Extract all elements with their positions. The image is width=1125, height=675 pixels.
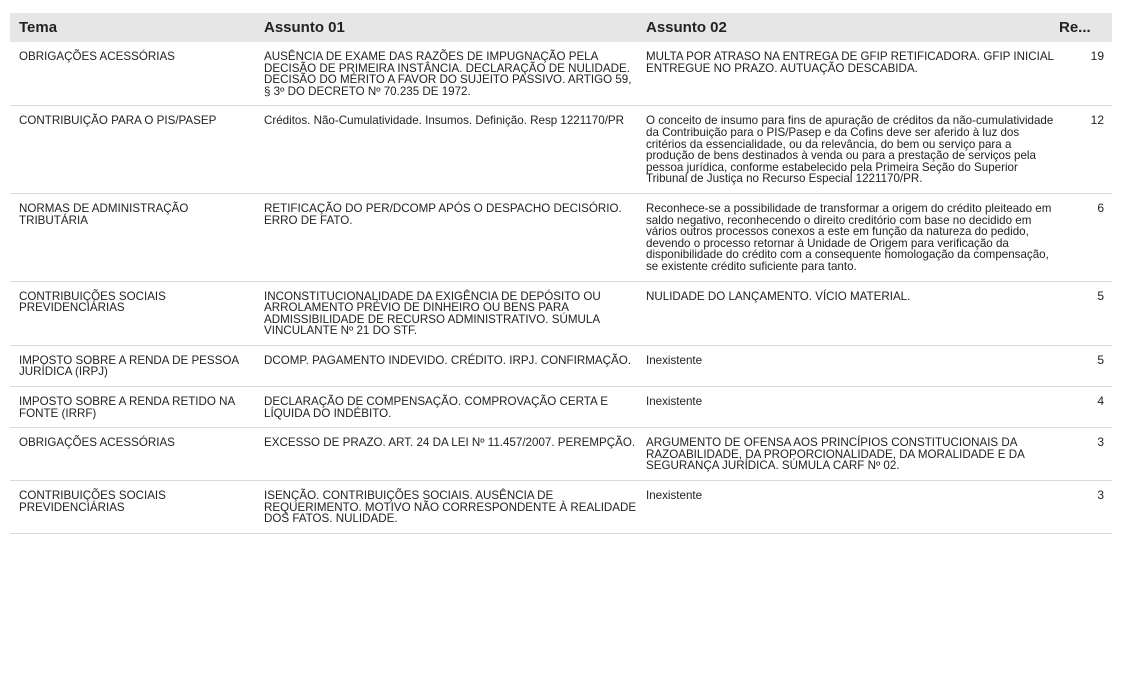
- header-row: [10, 13, 1112, 42]
- column-header-tema[interactable]: Tema: [19, 19, 58, 36]
- data-table-container: [10, 13, 1112, 534]
- cell-tema: OBRIGAÇÕES ACESSÓRIAS: [10, 428, 255, 481]
- cell-assunto-01: DECLARAÇÃO DE COMPENSAÇÃO. COMPROVAÇÃO CERTA E LÍQUIDA DO INDÉBITO.: [255, 387, 637, 428]
- cell-count: 5: [1055, 281, 1112, 345]
- cell-count: 5: [1055, 345, 1112, 386]
- table-row: [10, 428, 1112, 481]
- cell-count: 3: [1055, 428, 1112, 481]
- cell-tema: IMPOSTO SOBRE A RENDA RETIDO NA FONTE (IRRF): [10, 387, 255, 428]
- data-table: [10, 13, 1112, 534]
- cell-assunto-02: MULTA POR ATRASO NA ENTREGA DE GFIP RETIFICADORA. GFIP INICIAL ENTREGUE NO PRAZO. AUTUAÇÃO DESCABIDA.: [637, 42, 1055, 106]
- cell-assunto-01: ISENÇÃO. CONTRIBUIÇÕES SOCIAIS. AUSÊNCIA DE REQUERIMENTO. MOTIVO NÃO CORRESPONDENTE À REALIDADE DOS FATOS. NULIDADE.: [255, 481, 637, 534]
- cell-tema: IMPOSTO SOBRE A RENDA DE PESSOA JURÍDICA (IRPJ): [10, 345, 255, 386]
- table-row: [10, 42, 1112, 106]
- cell-count: 19: [1055, 42, 1112, 106]
- cell-tema: CONTRIBUIÇÕES SOCIAIS PREVIDENCIÁRIAS: [10, 281, 255, 345]
- cell-assunto-01: AUSÊNCIA DE EXAME DAS RAZÕES DE IMPUGNAÇÃO PELA DECISÃO DE PRIMEIRA INSTÂNCIA. DECLARAÇÃO DE NULIDADE. DECISÃO DO MÉRITO A FAVOR DO SUJEITO PASSIVO. ARTIGO 59, § 3º DO DECRETO Nº 70.235 DE 1972.: [255, 42, 637, 106]
- cell-count: 12: [1055, 106, 1112, 194]
- column-header-assunto-02[interactable]: Assunto 02: [646, 19, 727, 36]
- cell-assunto-02: ARGUMENTO DE OFENSA AOS PRINCÍPIOS CONSTITUCIONAIS DA RAZOABILIDADE, DA PROPORCIONALIDADE, DA MORALIDADE E DA SEGURANÇA JURÍDICA. SÚMULA CARF Nº 02.: [637, 428, 1055, 481]
- cell-assunto-02: Reconhece-se a possibilidade de transformar a origem do crédito pleiteado em saldo negativo, reconhecendo o direito creditório com base no decidido em vários outros processos conexos a este em função da natureza do pedido, devendo o processo retornar à Unidade de Origem para verificação da disponibilidade do crédito com a consequente homologação da compensação, se existente crédito suficiente para tanto.: [637, 193, 1055, 281]
- cell-assunto-02: Inexistente: [637, 481, 1055, 534]
- cell-tema: OBRIGAÇÕES ACESSÓRIAS: [10, 42, 255, 106]
- cell-assunto-02: O conceito de insumo para fins de apuração de créditos da não-cumulatividade da Contribuição para o PIS/Pasep e da Cofins deve ser aferido à luz dos critérios da essencialidade, ou da relevância, do bem ou serviço para a produção de bens destinados à venda ou para a prestação de serviços pela pessoa jurídica, conforme estabelecido pela Primeira Seção do Superior Tribunal de Justiça no Recurso Especial 1221170/PR.: [637, 106, 1055, 194]
- cell-assunto-01: INCONSTITUCIONALIDADE DA EXIGÊNCIA DE DEPÓSITO OU ARROLAMENTO PRÉVIO DE DINHEIRO OU BENS PARA ADMISSIBILIDADE DE RECURSO ADMINISTRATIVO. SÚMULA VINCULANTE Nº 21 DO STF.: [255, 281, 637, 345]
- cell-assunto-02: Inexistente: [637, 387, 1055, 428]
- cell-count: 4: [1055, 387, 1112, 428]
- cell-assunto-01: DCOMP. PAGAMENTO INDEVIDO. CRÉDITO. IRPJ. CONFIRMAÇÃO.: [255, 345, 637, 386]
- table-row: [10, 193, 1112, 281]
- cell-count: 6: [1055, 193, 1112, 281]
- cell-tema: NORMAS DE ADMINISTRAÇÃO TRIBUTÁRIA: [10, 193, 255, 281]
- cell-assunto-02: Inexistente: [637, 345, 1055, 386]
- table-row: [10, 481, 1112, 534]
- column-header-assunto-01[interactable]: Assunto 01: [264, 19, 345, 36]
- cell-tema: CONTRIBUIÇÃO PARA O PIS/PASEP: [10, 106, 255, 194]
- cell-assunto-02: NULIDADE DO LANÇAMENTO. VÍCIO MATERIAL.: [637, 281, 1055, 345]
- cell-tema: CONTRIBUIÇÕES SOCIAIS PREVIDENCIÁRIAS: [10, 481, 255, 534]
- cell-assunto-01: Créditos. Não-Cumulatividade. Insumos. Definição. Resp 1221170/PR: [255, 106, 637, 194]
- table-header: [10, 13, 1112, 42]
- table-row: [10, 281, 1112, 345]
- table-row: [10, 387, 1112, 428]
- column-header-recursos[interactable]: Re...: [1059, 19, 1091, 36]
- table-body: [10, 42, 1112, 533]
- cell-assunto-01: RETIFICAÇÃO DO PER/DCOMP APÓS O DESPACHO DECISÓRIO. ERRO DE FATO.: [255, 193, 637, 281]
- cell-assunto-01: EXCESSO DE PRAZO. ART. 24 DA LEI Nº 11.457/2007. PEREMPÇÃO.: [255, 428, 637, 481]
- cell-count: 3: [1055, 481, 1112, 534]
- table-row: [10, 345, 1112, 386]
- table-row: [10, 106, 1112, 194]
